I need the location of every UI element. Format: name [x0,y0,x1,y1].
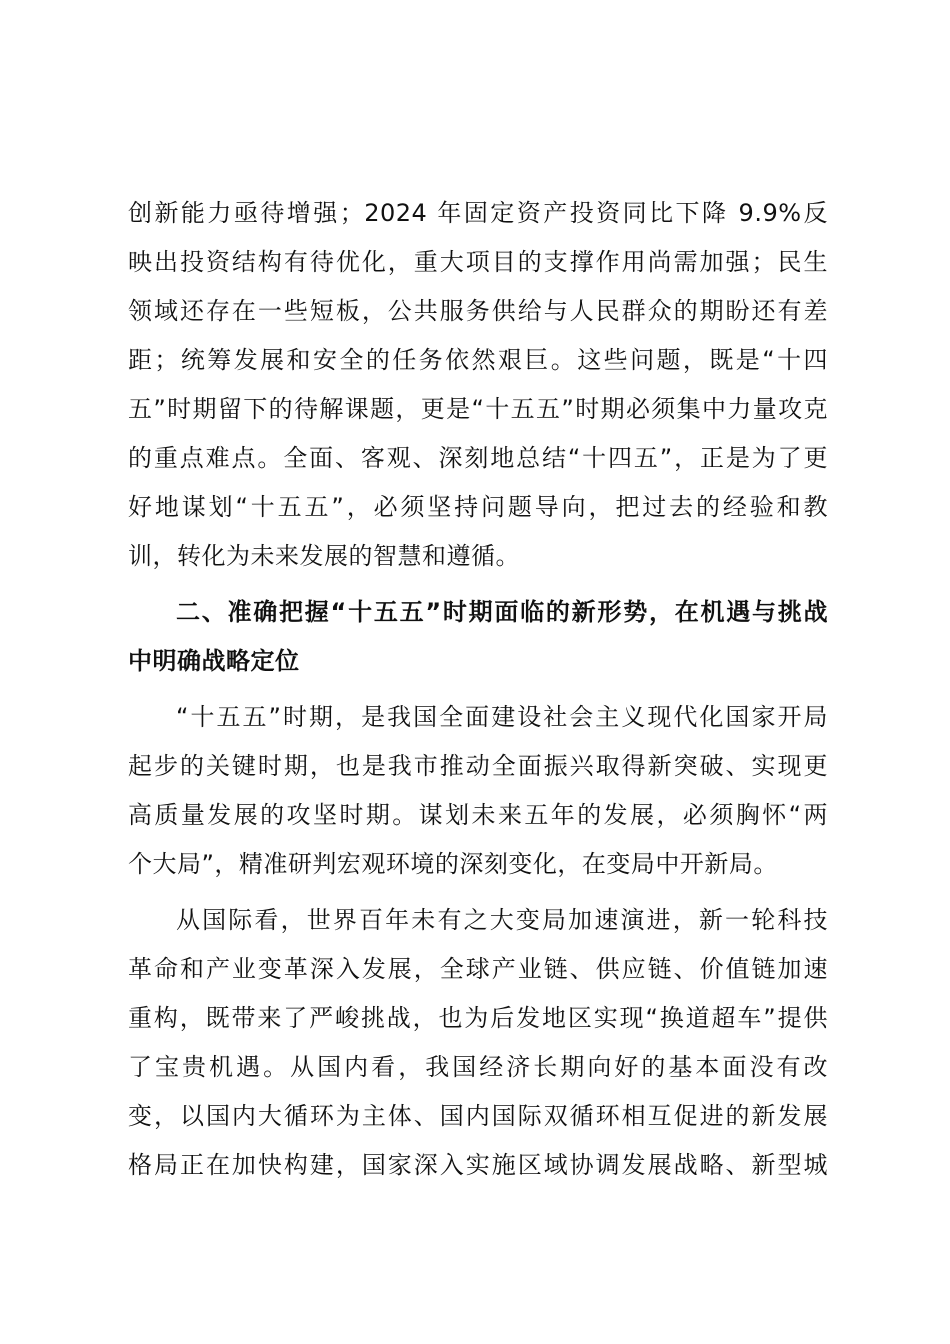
paragraph-1-line-2: 映出投资结构有待优化，重大项目的支撑作用尚需加强；民生 [128,248,828,276]
paragraph-1-line-6: 的重点难点。全面、客观、深刻地总结“十四五”，正是为了更 [128,444,828,472]
paragraph-1-line-1: 创新能力亟待增强；2024 年固定资产投资同比下降 9.9%反 [128,199,828,227]
paragraph-1-line-5: 五”时期留下的待解课题，更是“十五五”时期必须集中力量攻克 [128,395,828,423]
paragraph-3-line-2: 革命和产业变革深入发展，全球产业链、供应链、价值链加速 [128,955,828,983]
paragraph-3-line-5: 变，以国内大循环为主体、国内国际双循环相互促进的新发展 [128,1102,828,1130]
paragraph-2-line-2: 起步的关键时期，也是我市推动全面振兴取得新突破、实现更 [128,752,828,780]
paragraph-2-line-4: 个大局”，精准研判宏观环境的深刻变化，在变局中开新局。 [128,850,778,878]
paragraph-3-line-6: 格局正在加快构建，国家深入实施区域协调发展战略、新型城 [128,1151,828,1179]
paragraph-2-line-1: “十五五”时期，是我国全面建设社会主义现代化国家开局 [176,703,828,731]
paragraph-3-line-4: 了宝贵机遇。从国内看，我国经济长期向好的基本面没有改 [128,1053,828,1081]
section-heading-line-2: 中明确战略定位 [128,647,300,675]
paragraph-3-line-3: 重构，既带来了严峻挑战，也为后发地区实现“换道超车”提供 [128,1004,828,1032]
paragraph-1-line-4: 距；统筹发展和安全的任务依然艰巨。这些问题，既是“十四 [128,346,828,374]
paragraph-3-line-1: 从国际看，世界百年未有之大变局加速演进，新一轮科技 [176,906,828,934]
section-heading-line-1: 二、准确把握“十五五”时期面临的新形势，在机遇与挑战 [176,598,828,626]
paragraph-2-line-3: 高质量发展的攻坚时期。谋划未来五年的发展，必须胸怀“两 [128,801,828,829]
paragraph-1-line-7: 好地谋划“十五五”，必须坚持问题导向，把过去的经验和教 [128,493,828,521]
paragraph-1-line-3: 领域还存在一些短板，公共服务供给与人民群众的期盼还有差 [128,297,828,325]
paragraph-1-line-8: 训，转化为未来发展的智慧和遵循。 [128,542,520,570]
